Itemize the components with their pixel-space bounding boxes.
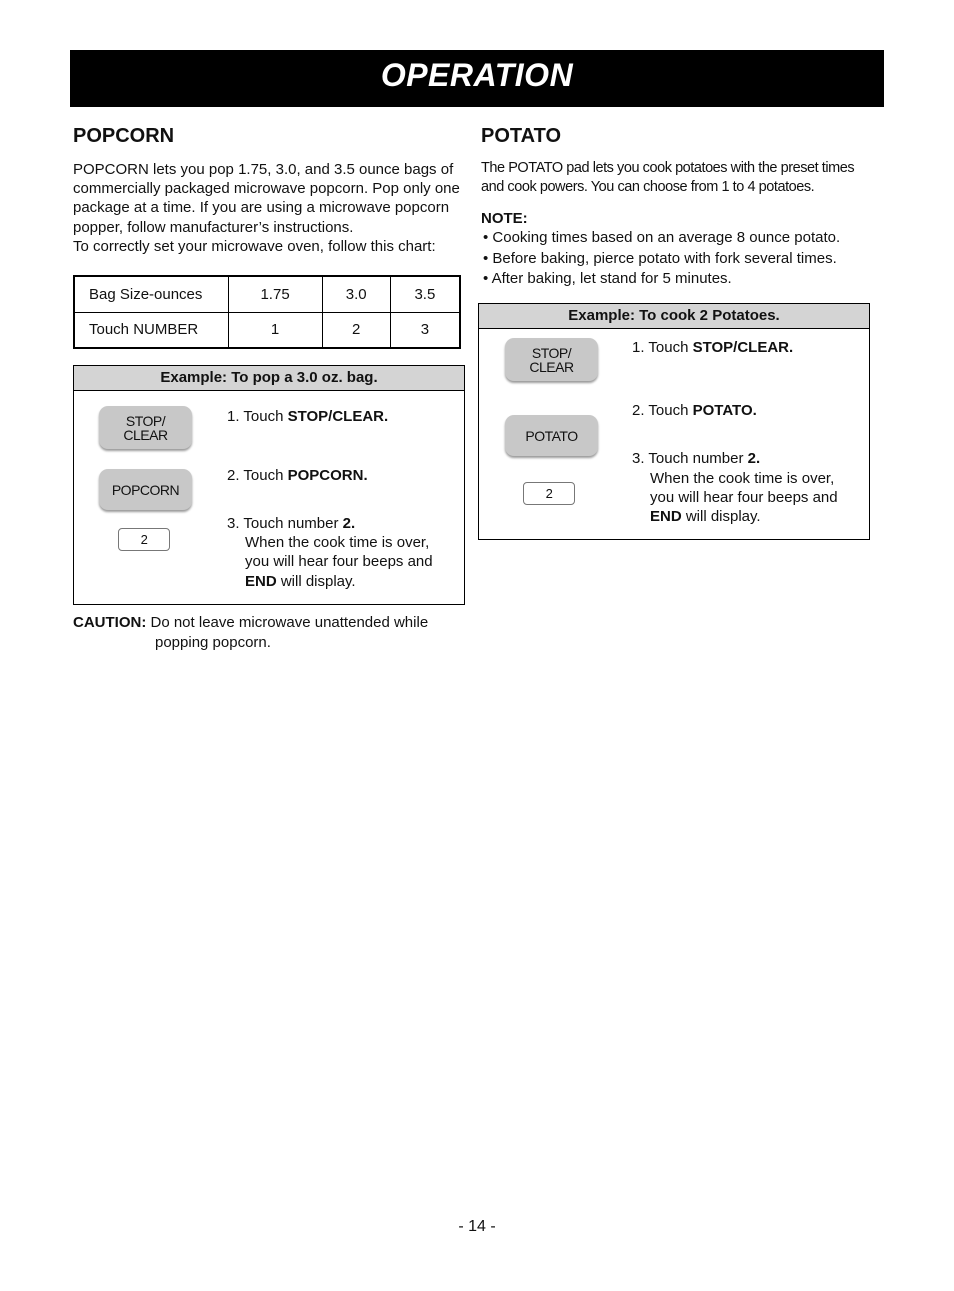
popcorn-key: POPCORN [99,469,192,510]
potato-step-2: 2. Touch POTATO. [632,402,757,420]
potato-intro: The POTATO pad lets you cook potatoes with the preset times and cook powers. You can choose from 1 to 4 potatoes. [481,160,855,196]
popcorn-instructions: To correctly set your microwave oven, follow this chart: [73,237,436,255]
table-cell: Bag Size-ounces [74,276,228,312]
table-cell: 1 [228,312,322,348]
table-cell: 3.0 [322,276,390,312]
stop-clear-key [99,406,192,449]
popcorn-example-header: Example: To pop a 3.0 oz. bag. [74,366,464,391]
stop-clear-key-line2: CLEAR [123,426,168,443]
list-item: • Cooking times based on an average 8 ounce potato. [483,229,841,247]
number-2-key: 2 [118,528,170,551]
potato-notes [481,228,873,289]
table-cell: 3 [390,312,460,348]
page-header-banner [70,50,884,107]
popcorn-intro: POPCORN lets you pop 1.75, 3.0, and 3.5 ounce bags of commercially packaged microwave popcorn. Pop only one package at a time. If you are using a microwave popcorn popper, follow manufacturer’s instructions. [73,161,460,236]
potato-step-1: 1. Touch STOP/CLEAR. [632,339,794,357]
potato-key: POTATO [505,415,598,456]
popcorn-example-box [73,365,465,605]
list-item: • After baking, let stand for 5 minutes. [483,270,732,287]
list-item: • Before baking, pierce potato with fork several times. [483,249,837,267]
number-2-key: 2 [523,482,575,505]
popcorn-step-3: 3. Touch number 2. When the cook time is over, you will hear four beeps and END will display. [227,515,433,590]
stop-clear-key-line1: STOP/ [125,412,166,429]
potato-step-3: 3. Touch number 2. When the cook time is over, you will hear four beeps and END will display. [632,450,838,525]
potato-heading: POTATO [481,125,561,147]
table-row [74,312,460,348]
potato-note-label: NOTE: [481,210,528,228]
potato-example-header: Example: To cook 2 Potatoes. [479,304,869,329]
popcorn-heading: POPCORN [73,125,175,147]
stop-clear-key [505,338,598,381]
stop-clear-key-line1: STOP/ [531,344,572,361]
caution-label: CAUTION: [73,614,147,632]
popcorn-caution: CAUTION: Do not leave microwave unattended while popping popcorn. [73,614,429,651]
table-row [74,276,460,312]
table-cell: 1.75 [228,276,322,312]
page-title: OPERATION [380,57,574,93]
stop-clear-key-line2: CLEAR [529,358,574,375]
table-cell: 3.5 [390,276,460,312]
popcorn-step-1: 1. Touch STOP/CLEAR. [227,408,389,426]
potato-section [481,118,873,540]
page-number: - 14 - [458,1218,496,1235]
popcorn-section [73,118,465,652]
popcorn-step-2: 2. Touch POPCORN. [227,467,368,485]
table-cell: Touch NUMBER [74,312,228,348]
potato-example-box [478,303,870,540]
table-cell: 2 [322,312,390,348]
popcorn-size-table [73,275,461,349]
